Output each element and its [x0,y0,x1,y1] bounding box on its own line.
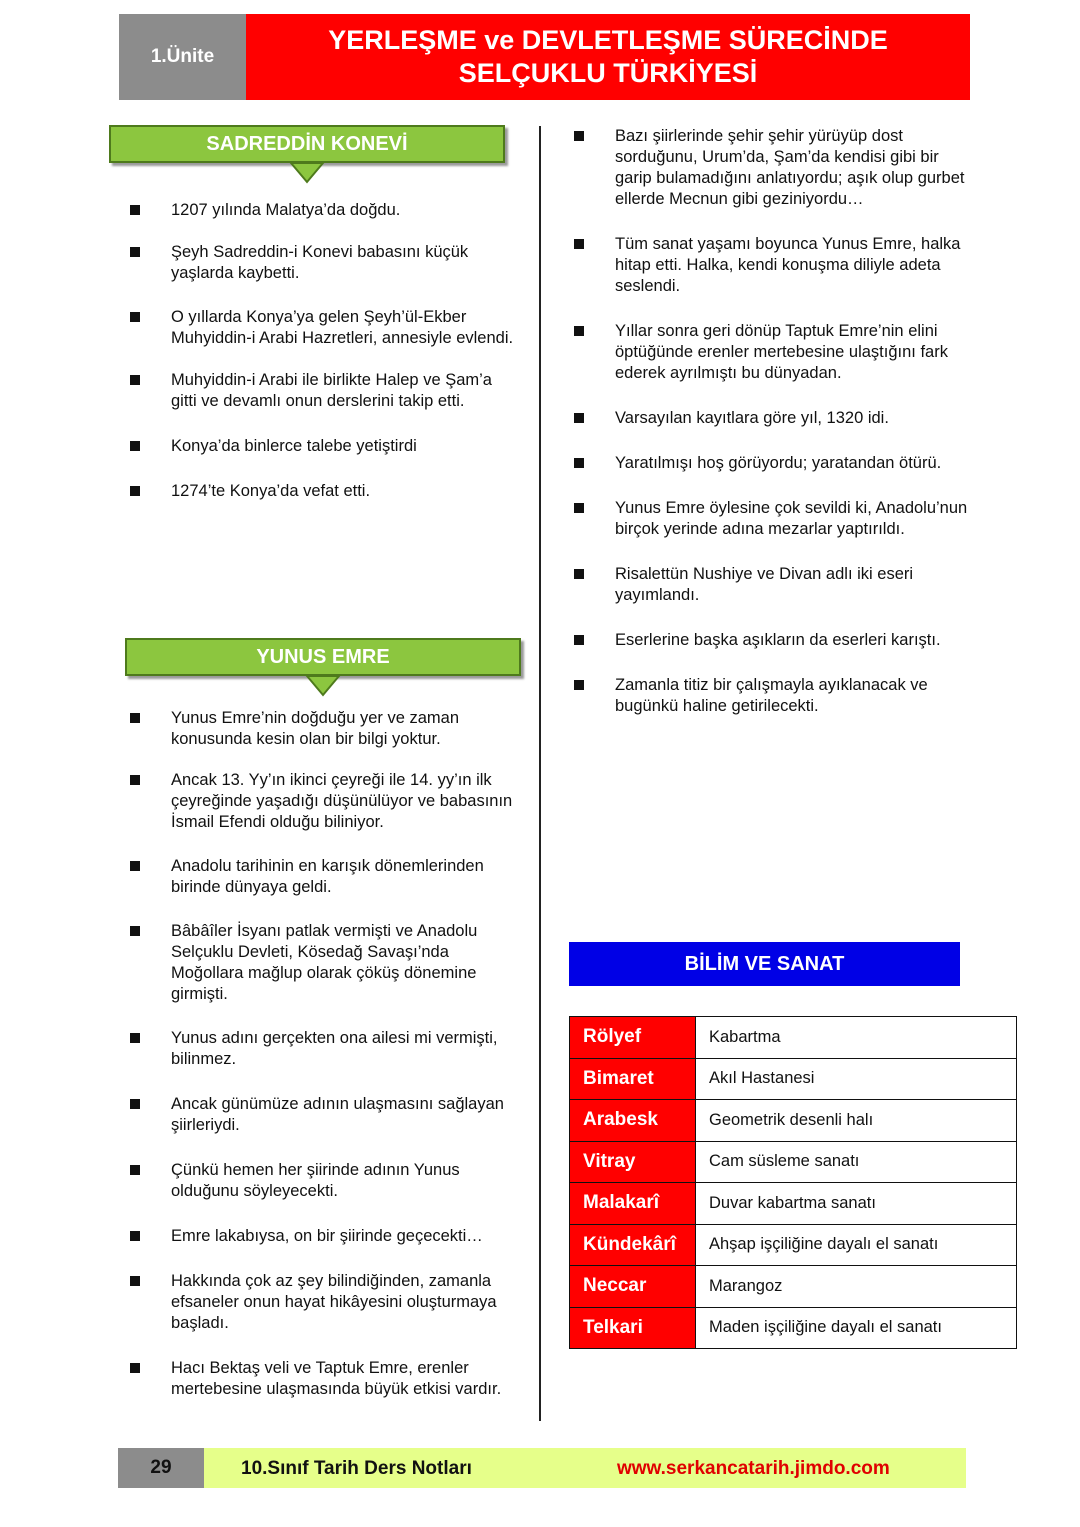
bullet-icon [130,1276,140,1286]
bullet-icon [130,1165,140,1175]
list-item: Konya’da binlerce talebe yetiştirdi [130,436,515,457]
term-cell: Vitray [570,1141,696,1183]
list-item: O yıllarda Konya’ya gelen Şeyh’ül-Ekber Muhyiddin-i Arabi Hazretleri, annesiyle evlendi. [130,307,515,349]
table-row [570,1266,1017,1308]
list-item: Anadolu tarihinin en karışık dönemlerinden birinde dünyaya geldi. [130,856,515,898]
page-title [246,14,970,100]
bullet-icon [130,861,140,871]
bullet-icon [130,1099,140,1109]
bullet-icon [130,205,140,215]
unit-label [119,14,246,100]
section-header-sadreddin-konevi [109,125,505,163]
table-row [570,1100,1017,1142]
term-cell: Arabesk [570,1100,696,1142]
bullet-icon [130,775,140,785]
column-divider [539,126,541,1421]
footer-url: www.serkancatarih.jimdo.com [617,1458,890,1479]
section-header-bilim-ve-sanat [569,942,960,986]
bullet-icon [130,441,140,451]
bullet-icon [130,312,140,322]
bullet-icon [574,239,584,249]
definition-cell: Maden işçiliğine dayalı el sanatı [696,1307,1017,1349]
term-cell: Kündekârî [570,1224,696,1266]
list-item: 1207 yılında Malatya’da doğdu. [130,200,515,221]
list-item: Hakkında çok az şey bilindiğinden, zamanla efsaneler onun hayat hikâyesini oluşturmaya başladı. [130,1271,515,1334]
footer-title: 10.Sınıf Tarih Ders Notları [241,1458,472,1479]
section-title: BİLİM VE SANAT [684,952,845,975]
list-item: Yunus Emre öylesine çok sevildi ki, Anadolu’nun birçok yerinde adına mezarlar yaptırıldı. [574,498,970,540]
list-item: Bazı şiirlerinde şehir şehir yürüyüp dost sorduğunu, Urum’da, Şam’da kendisi gibi bir garip bulamadığını anlatıyordu; aşık olup gurbet ellerde Mecnun gibi geziniyordu… [574,126,970,210]
list-item: Şeyh Sadreddin-i Konevi babasını küçük yaşlarda kaybetti. [130,242,515,284]
term-cell: Neccar [570,1266,696,1308]
list-item: Risalettün Nushiye ve Divan adlı iki eseri yayımlandı. [574,564,970,606]
bullet-icon [130,375,140,385]
down-arrow-icon [289,162,325,184]
table-row [570,1307,1017,1349]
down-arrow-icon [305,675,341,697]
table-row [570,1141,1017,1183]
table-row [570,1017,1017,1059]
section-title: YUNUS EMRE [256,645,390,668]
definition-cell: Marangoz [696,1266,1017,1308]
definition-cell: Kabartma [696,1017,1017,1059]
list-item: Ancak günümüze adının ulaşmasını sağlayan şiirleriydi. [130,1094,515,1136]
list-item: Tüm sanat yaşamı boyunca Yunus Emre, halka hitap etti. Halka, kendi konuşma diliyle adeta seslendi. [574,234,970,297]
list-item: Emre lakabıysa, on bir şiirinde geçecekti… [130,1226,515,1247]
definition-cell: Duvar kabartma sanatı [696,1183,1017,1225]
table-row [570,1058,1017,1100]
terms-table [569,1016,1017,1349]
bullet-icon [130,713,140,723]
term-cell: Malakarî [570,1183,696,1225]
bullet-icon [574,458,584,468]
bullet-icon [574,635,584,645]
list-yunus-emre-continued [574,126,970,717]
table-row [570,1183,1017,1225]
definition-cell: Cam süsleme sanatı [696,1141,1017,1183]
definition-cell: Akıl Hastanesi [696,1058,1017,1100]
bullet-icon [574,569,584,579]
list-item: Yunus adını gerçekten ona ailesi mi vermişti, bilinmez. [130,1028,515,1070]
bullet-icon [130,1033,140,1043]
list-item: Zamanla titiz bir çalışmayla ayıklanacak ve bugünkü haline getirilecekti. [574,675,970,717]
list-item: Eserlerine başka aşıkların da eserleri karıştı. [574,630,970,651]
list-item: Varsayılan kayıtlara göre yıl, 1320 idi. [574,408,970,429]
term-cell: Bimaret [570,1058,696,1100]
term-cell: Rölyef [570,1017,696,1059]
page-title-line1: YERLEŞME ve DEVLETLEŞME SÜRECİNDE [328,25,888,55]
bullet-icon [130,486,140,496]
bullet-icon [130,1363,140,1373]
page-number [118,1448,204,1488]
bullet-icon [130,247,140,257]
bullet-icon [574,413,584,423]
page-title-line2: SELÇUKLU TÜRKİYESİ [458,58,758,88]
bullet-icon [130,926,140,936]
bullet-icon [130,1231,140,1241]
section-header-yunus-emre [125,638,521,676]
bullet-icon [574,503,584,513]
term-cell: Telkari [570,1307,696,1349]
definition-cell: Geometrik desenli halı [696,1100,1017,1142]
list-sadreddin-konevi [130,200,515,502]
page-number-text: 29 [150,1457,172,1478]
list-yunus-emre [130,708,515,1400]
list-item: Yıllar sonra geri dönüp Taptuk Emre’nin elini öptüğünde erenler mertebesine ulaştığını fark ederek ayrılmıştı bu dünyadan. [574,321,970,384]
bullet-icon [574,131,584,141]
list-item: Yunus Emre’nin doğduğu yer ve zaman konusunda kesin olan bir bilgi yoktur. [130,708,515,750]
unit-text: 1.Ünite [150,46,215,67]
list-item: Muhyiddin-i Arabi ile birlikte Halep ve Şam’a gitti ve devamlı onun derslerini takip etti. [130,370,515,412]
list-item: Ancak 13. Yy’ın ikinci çeyreği ile 14. yy’ın ilk çeyreğinde yaşadığı düşünülüyor ve babasının İsmail Efendi olduğu biliniyor. [130,770,515,833]
definition-cell: Ahşap işçiliğine dayalı el sanatı [696,1224,1017,1266]
list-item: Yaratılmışı hoş görüyordu; yaratandan ötürü. [574,453,970,474]
list-item: 1274’te Konya’da vefat etti. [130,481,515,502]
list-item: Çünkü hemen her şiirinde adının Yunus olduğunu söyleyecekti. [130,1160,515,1202]
table-row [570,1224,1017,1266]
section-title: SADREDDİN KONEVİ [206,132,408,155]
list-item: Bâbâîler İsyanı patlak vermişti ve Anadolu Selçuklu Devleti, Kösedağ Savaşı’nda Moğollara mağlup olarak çöküş dönemine girmişti. [130,921,515,1005]
list-item: Hacı Bektaş veli ve Taptuk Emre, erenler mertebesine ulaşmasında büyük etkisi vardır. [130,1358,515,1400]
bullet-icon [574,680,584,690]
bullet-icon [574,326,584,336]
